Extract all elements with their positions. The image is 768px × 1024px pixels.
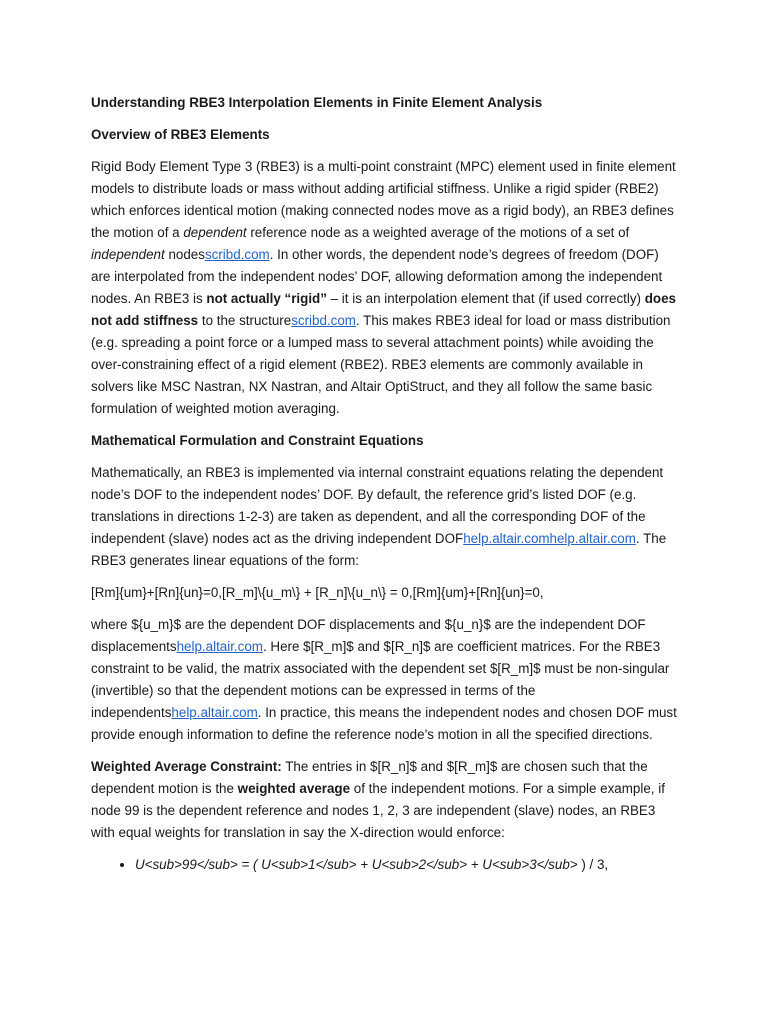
italic-run: U<sub>99</sub> = ( U<sub>1</sub> + U<sub>2</sub> + U<sub>3</sub> — [135, 857, 578, 872]
text-run: . In other words, the dependent node’s degrees of freedom (DOF) are interpolated from the independent nodes’ DOF, allowing deformation among the independent nodes. An RBE3 is — [91, 247, 663, 306]
bold-run: not actually “rigid” — [206, 291, 327, 306]
italic-run: dependent — [183, 225, 247, 240]
text-run: The entries in $[R_n]$ and $[R_m]$ are chosen such that the dependent motion is the — [91, 759, 648, 796]
source-link-altair[interactable]: help.altair.com — [171, 705, 258, 720]
section-heading-overview: Overview of RBE3 Elements — [91, 127, 270, 142]
text-run: to the structure — [198, 313, 292, 328]
source-link-scribd[interactable]: scribd.com — [204, 247, 270, 262]
text-run: reference node as a weighted average of the motions of a set of — [246, 225, 630, 240]
document-body — [91, 92, 681, 876]
text-run: . Here $[R_m]$ and $[R_n]$ are coefficient matrices. For the RBE3 constraint to be valid, the matrix associated with the dependent set $[R_m]$ must be non-singular (invertible) so that the dependent motions can be expressed in terms of the independents — [91, 639, 670, 720]
overview-paragraph — [91, 156, 681, 420]
list-item — [135, 854, 681, 876]
document-title: Understanding RBE3 Interpolation Elements in Finite Element Analysis — [91, 95, 543, 110]
text-run: . The RBE3 generates linear equations of the form: — [91, 531, 667, 568]
text-run: of the independent motions. For a simple example, if node 99 is the dependent reference and nodes 1, 2, 3 are independent (slave) nodes, an RBE3 with equal weights for translation in say the X-direction would enforce: — [91, 781, 665, 840]
math-paragraph-intro — [91, 462, 681, 572]
bullet-list — [91, 854, 681, 876]
italic-run: independent — [91, 247, 165, 262]
constraint-equation: [Rm]{um}+[Rn]{un}=0,[R_m]\{u_m\} + [R_n]\{u_n\} = 0,[Rm]{um}+[Rn]{un}=0, — [91, 585, 544, 600]
section-heading-math: Mathematical Formulation and Constraint Equations — [91, 433, 424, 448]
bold-run: weighted average — [237, 781, 351, 796]
math-paragraph-weighted — [91, 756, 681, 844]
text-run: . In practice, this means the independent nodes and chosen DOF must provide enough information to define the reference node’s motion in all the specified directions. — [91, 705, 677, 742]
text-run: where ${u_m}$ are the dependent DOF displacements and ${u_n}$ are the independent DOF displacements — [91, 617, 646, 654]
source-link-altair[interactable]: help.altair.comhelp.altair.com — [463, 531, 636, 546]
bold-run: Weighted Average Constraint: — [91, 759, 282, 774]
text-run: . This makes RBE3 ideal for load or mass distribution (e.g. spreading a point force or a lumped mass to several attachment points) while avoiding the over-constraining effect of a rigid element (RBE2). RBE3 elements are commonly available in solvers like MSC Nastran, NX Nastran, and Altair OptiStruct, and they all follow the same basic formulation of weighted motion averaging. — [91, 313, 671, 416]
text-run: – it is an interpolation element that (if used correctly) — [326, 291, 645, 306]
text-run: ) / 3, — [577, 857, 609, 872]
text-run: nodes — [164, 247, 205, 262]
text-run: Rigid Body Element Type 3 (RBE3) is a multi-point constraint (MPC) element used in finite element models to distribute loads or mass without adding artificial stiffness. Unlike a rigid spider (RBE2) which enforces identical motion (making connected nodes move as a rigid body), an RBE3 defines the motion of a — [91, 159, 676, 240]
source-link-altair[interactable]: help.altair.com — [176, 639, 263, 654]
math-paragraph-matrices — [91, 614, 681, 746]
text-run: Mathematically, an RBE3 is implemented via internal constraint equations relating the dependent node’s DOF to the independent nodes’ DOF. By default, the reference grid’s listed DOF (e.g. translations in directions 1-2-3) are taken as dependent, and all the corresponding DOF of the independent (slave) nodes act as the driving independent DOF — [91, 465, 664, 546]
bold-run: does not add stiffness — [91, 291, 676, 328]
source-link-scribd[interactable]: scribd.com — [291, 313, 356, 328]
